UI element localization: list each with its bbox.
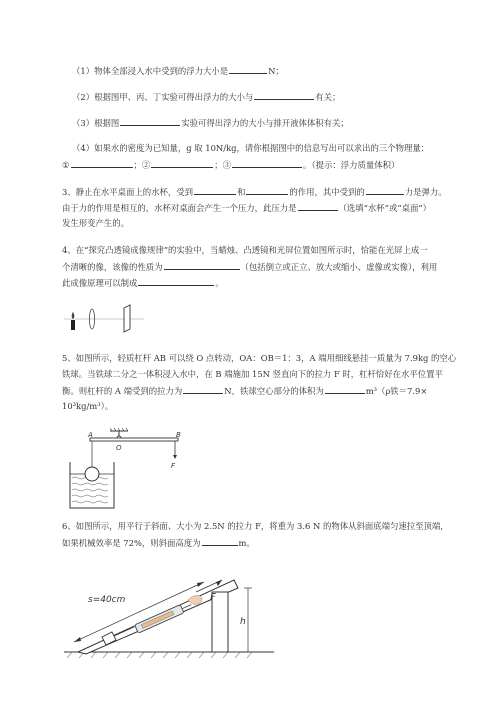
q3-line2 (62, 201, 431, 214)
q2-part4-answers (62, 158, 399, 171)
lever-bar (90, 438, 178, 441)
q4-text-e: 。 (215, 278, 224, 288)
q5-text-e: m³（ρ铁＝7.9× (365, 386, 428, 396)
label-f: F (171, 462, 176, 470)
q2-part3-text: （3）根据图 (72, 118, 120, 128)
q2-part4-text: （4）如果水的密度为已知量，g 取 10N/kg，请你根据图中的信息写出可以求出的三个物理量： (72, 143, 430, 153)
q2-hint: 。（提示：浮力质量体积） (303, 160, 400, 170)
force-arrowhead (173, 455, 177, 459)
answer-blank[interactable] (246, 185, 288, 195)
q6-line1 (62, 520, 449, 532)
q2-part2-text: （2）根据图甲、丙、丁实验可得出浮力的大小与 (72, 92, 254, 102)
candle-icon (71, 312, 75, 330)
label-a: A (88, 431, 93, 439)
q4-line1 (62, 244, 428, 256)
answer-blank[interactable] (366, 185, 404, 195)
answer-blank[interactable] (183, 384, 223, 394)
q5-text-a: 5、如图所示，轻质杠杆 AB 可以绕 O 点转动，OA：OB＝1：3，A 端用细线悬挂一质量为 7.9kg 的空心 (62, 353, 457, 363)
q6-text-c: m。 (238, 538, 255, 548)
q3-text-e: 由于力的作用是相互的，水杯对桌面会产生一个压力，此压力是 (62, 203, 297, 213)
q5-line2 (62, 368, 443, 380)
q4-line2 (62, 260, 437, 273)
lever-figure (62, 428, 202, 510)
answer-blank[interactable] (325, 384, 365, 394)
q4-text-d: 此成像原理可以制成 (62, 278, 138, 288)
label-s: s=40cm (88, 595, 126, 605)
q6-text-b: 如果机械效率是 72%，则斜面高度为 (62, 538, 201, 548)
q5-line4 (62, 400, 113, 412)
q4-text-c: （包括倒立或正立、放大或缩小、虚像或实像），利用 (240, 262, 438, 272)
distance-line (74, 582, 204, 642)
answer-blank[interactable] (229, 64, 267, 74)
q3-text-g: 发生形变产生的。 (62, 218, 129, 228)
q5-text-d: N，铁球空心部分的体积为 (224, 386, 324, 396)
label-b: B (176, 431, 181, 439)
q3-text-a: 3、静止在水平桌面上的水杯，受到 (62, 187, 193, 197)
q5-text-b: 铁球。当铁球二分之一体积浸入水中，在 B 端施加 15N 竖直向下的拉力 F 时，杠杆恰好在水平位置平 (62, 369, 443, 379)
answer-blank[interactable] (202, 536, 238, 546)
q6-text-a: 6、如图所示，用平行于斜面、大小为 2.5N 的拉力 F，将重为 3.6 N 的物体从斜面底端匀速拉至顶端， (62, 521, 449, 531)
label-pull-f: F (210, 592, 216, 603)
q5-line1 (62, 352, 456, 364)
answer-blank[interactable] (298, 201, 338, 211)
ground-hatch (64, 652, 274, 658)
q4-line3 (62, 276, 224, 289)
light-screen-icon (124, 305, 130, 332)
label-h: h (240, 617, 246, 627)
q2-part2-suffix: 有关； (315, 92, 341, 102)
q3-text-d: 力是弹力。 (404, 187, 447, 197)
q2-part3 (72, 116, 349, 129)
q2-part2 (72, 90, 340, 103)
answer-blank[interactable] (138, 276, 214, 286)
q5-text-f: 10³kg/m³）。 (62, 401, 114, 411)
q3-line3 (62, 217, 129, 229)
answer-blank[interactable] (151, 158, 213, 168)
answer-blank[interactable] (120, 116, 180, 126)
q2-part1-unit: N； (268, 66, 284, 76)
q5-text-c: 衡。则杠杆的 A 端受到的拉力为 (62, 386, 183, 396)
q6-line2 (62, 536, 255, 549)
label-o: O (116, 444, 122, 452)
answer-blank[interactable] (71, 158, 133, 168)
answer-blank[interactable] (164, 260, 240, 270)
iron-ball-icon (85, 467, 99, 481)
q5-line3 (62, 384, 427, 397)
q4-text-b: 个清晰的像，该像的性质为 (62, 262, 163, 272)
q2-part1 (72, 64, 284, 77)
circle-2-label: ；② (133, 160, 151, 170)
q2-part1-text: （1）物体全部浸入水中受到的浮力大小是 (72, 66, 229, 76)
answer-blank[interactable] (194, 185, 236, 195)
q2-part4 (72, 142, 429, 154)
q3-text-f: （选填“水杯”或“桌面”） (338, 203, 432, 213)
circle-3-label: ；③ (214, 160, 232, 170)
q4-text-a: 4、在“探究凸透镜成像规律”的实验中，当蜡烛、凸透镜和光屏位置如图所示时，恰能在光屏上成一 (62, 245, 428, 255)
lens-experiment-figure (64, 302, 144, 334)
answer-blank[interactable] (254, 90, 314, 100)
q3-text-b: 和 (236, 187, 246, 197)
q2-part3-suffix: 实验可得出浮力的大小与排开液体体积有关； (181, 118, 349, 128)
q3-line1 (62, 185, 447, 198)
answer-blank[interactable] (232, 158, 302, 168)
q3-text-c: 的作用，其中受到的 (289, 187, 365, 197)
incline-figure (64, 562, 274, 662)
circle-1-label: ① (62, 160, 70, 170)
